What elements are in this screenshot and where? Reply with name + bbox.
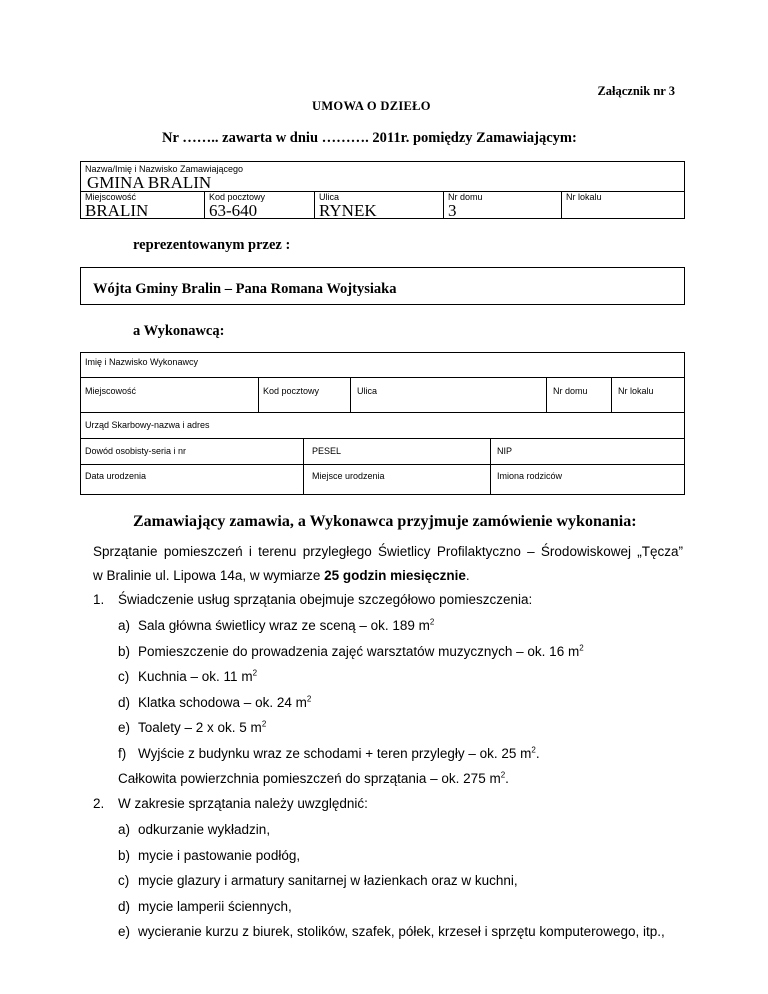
total-area: Całkowita powierzchnia pomieszczeń do sprzątania – ok. 275 $m^2$. <box>118 770 509 786</box>
orderer-city-cell <box>81 191 205 219</box>
contractor-house-label: Nr domu <box>553 386 588 396</box>
room-item <box>118 643 584 659</box>
room-letter: c) <box>118 669 130 684</box>
document-title: UMOWA O DZIEŁO <box>312 99 431 113</box>
room-letter: b) <box>118 643 131 659</box>
task-text: mycie lamperii ściennych, <box>138 898 292 914</box>
room-text: Pomieszczenie do prowadzenia zajęć warsztatów muzycznych – ok. 16 $m^2$ <box>138 643 584 659</box>
room-letter: f) <box>118 745 127 761</box>
task-item <box>118 898 292 914</box>
room-letter: e) <box>118 720 131 735</box>
contractor-flat-label: Nr lokalu <box>618 386 654 396</box>
room-item <box>118 719 267 735</box>
orderer-city-label: Miejscowość <box>85 192 137 202</box>
orderer-street-value: RYNEK <box>319 201 377 220</box>
room-text: Kuchnia – ok. 11 $m^2$ <box>138 668 258 684</box>
contractor-box <box>80 352 685 495</box>
task-text: mycie i pastowanie podłóg, <box>138 847 301 863</box>
task-text: mycie glazury i armatury sanitarnej w łazienkach oraz w kuchni, <box>138 873 518 888</box>
orderer-house-value: 3 <box>448 201 457 220</box>
task-item <box>118 847 301 863</box>
task-letter: e) <box>118 924 131 939</box>
contractor-postal-label: Kod pocztowy <box>263 386 320 396</box>
contract-subtitle: Nr …….. zawarta w dniu ………. 2011r. pomiędzy Zamawiającym: <box>162 130 577 146</box>
contractor-address-row <box>81 378 684 413</box>
orderer-postal-cell <box>205 191 315 219</box>
task-letter: b) <box>118 847 131 863</box>
task-letter: a) <box>118 822 131 837</box>
contractor-birth-place-label: Miejsce urodzenia <box>312 471 385 481</box>
contractor-nip-label: NIP <box>497 446 513 456</box>
room-text: Klatka schodowa – ok. 24 $m^2$ <box>138 694 312 710</box>
task-item <box>118 924 665 939</box>
task-text: odkurzanie wykładzin, <box>138 822 271 837</box>
room-text: Toalety – 2 x ok. 5 $m^2$ <box>138 719 267 735</box>
orderer-city-value: BRALIN <box>85 201 149 220</box>
task-letter: d) <box>118 898 131 914</box>
order-heading: Zamawiający zamawia, a Wykonawca przyjmuje zamówienie wykonania: <box>133 513 637 530</box>
contractor-heading: a Wykonawcą: <box>133 323 225 339</box>
monthly-hours: 25 godzin miesięcznie <box>324 568 466 583</box>
orderer-house-cell <box>444 191 562 219</box>
room-item <box>118 745 540 761</box>
room-item <box>118 617 435 633</box>
contractor-id-row <box>81 439 684 465</box>
point-2: 2. W zakresie sprzątania należy uwzględnić: <box>93 796 368 811</box>
intro-line-2: w Bralinie ul. Lipowa 14a, w wymiarze 25 godzin miesięcznie. <box>93 568 470 583</box>
orderer-street-cell <box>315 191 444 219</box>
orderer-flat-cell <box>562 191 684 219</box>
orderer-postal-label: Kod pocztowy <box>209 192 266 202</box>
orderer-house-label: Nr domu <box>448 192 483 202</box>
room-item <box>118 668 258 684</box>
contractor-city-label: Miejscowość <box>85 386 137 396</box>
contractor-tax-office-row <box>81 413 684 439</box>
orderer-name-value: GMINA BRALIN <box>87 173 212 192</box>
representative-label: reprezentowanym przez : <box>133 237 291 253</box>
room-item <box>118 694 312 710</box>
contractor-id-label: Dowód osobisty-seria i nr <box>85 446 187 456</box>
point-1: 1. Świadczenie usług sprzątania obejmuje szczegółowo pomieszczenia: <box>93 592 533 607</box>
room-text: Sala główna świetlicy wraz ze sceną – ok. 189 $m^2$ <box>138 617 435 633</box>
contractor-name-label: Imię i Nazwisko Wykonawcy <box>85 357 198 367</box>
contractor-birth-row <box>81 465 684 494</box>
intro-line-1: Sprzątanie pomieszczeń i terenu przyległego Świetlicy Profilaktyczno – Środowiskowej „Tęcza” <box>93 544 683 559</box>
orderer-box <box>80 161 685 219</box>
room-letter: a) <box>118 618 131 633</box>
room-letter: d) <box>118 694 131 710</box>
orderer-postal-value: 63-640 <box>209 201 258 220</box>
annex-label: Załącznik nr 3 <box>597 84 675 98</box>
task-item <box>118 822 271 837</box>
contractor-pesel-label: PESEL <box>312 446 342 456</box>
representative-box <box>80 267 685 305</box>
contractor-name-row <box>81 353 684 378</box>
orderer-flat-label: Nr lokalu <box>566 192 602 202</box>
task-text: wycieranie kurzu z biurek, stolików, szafek, półek, krzeseł i sprzętu komputerowego, itp., <box>138 924 665 939</box>
contractor-birth-date-label: Data urodzenia <box>85 471 147 481</box>
contractor-tax-office-label: Urząd Skarbowy-nazwa i adres <box>85 420 210 430</box>
orderer-street-label: Ulica <box>319 192 340 202</box>
orderer-name-label: Nazwa/Imię i Nazwisko Zamawiającego <box>85 164 244 174</box>
representative-value: Wójta Gminy Bralin – Pana Romana Wojtysiaka <box>93 281 397 297</box>
contractor-street-label: Ulica <box>357 386 378 396</box>
contractor-parents-label: Imiona rodziców <box>497 471 563 481</box>
room-text: Wyjście z budynku wraz ze schodami + teren przyległy – ok. 25 $m^2$. <box>138 745 540 761</box>
task-item <box>118 873 518 888</box>
task-letter: c) <box>118 873 130 888</box>
